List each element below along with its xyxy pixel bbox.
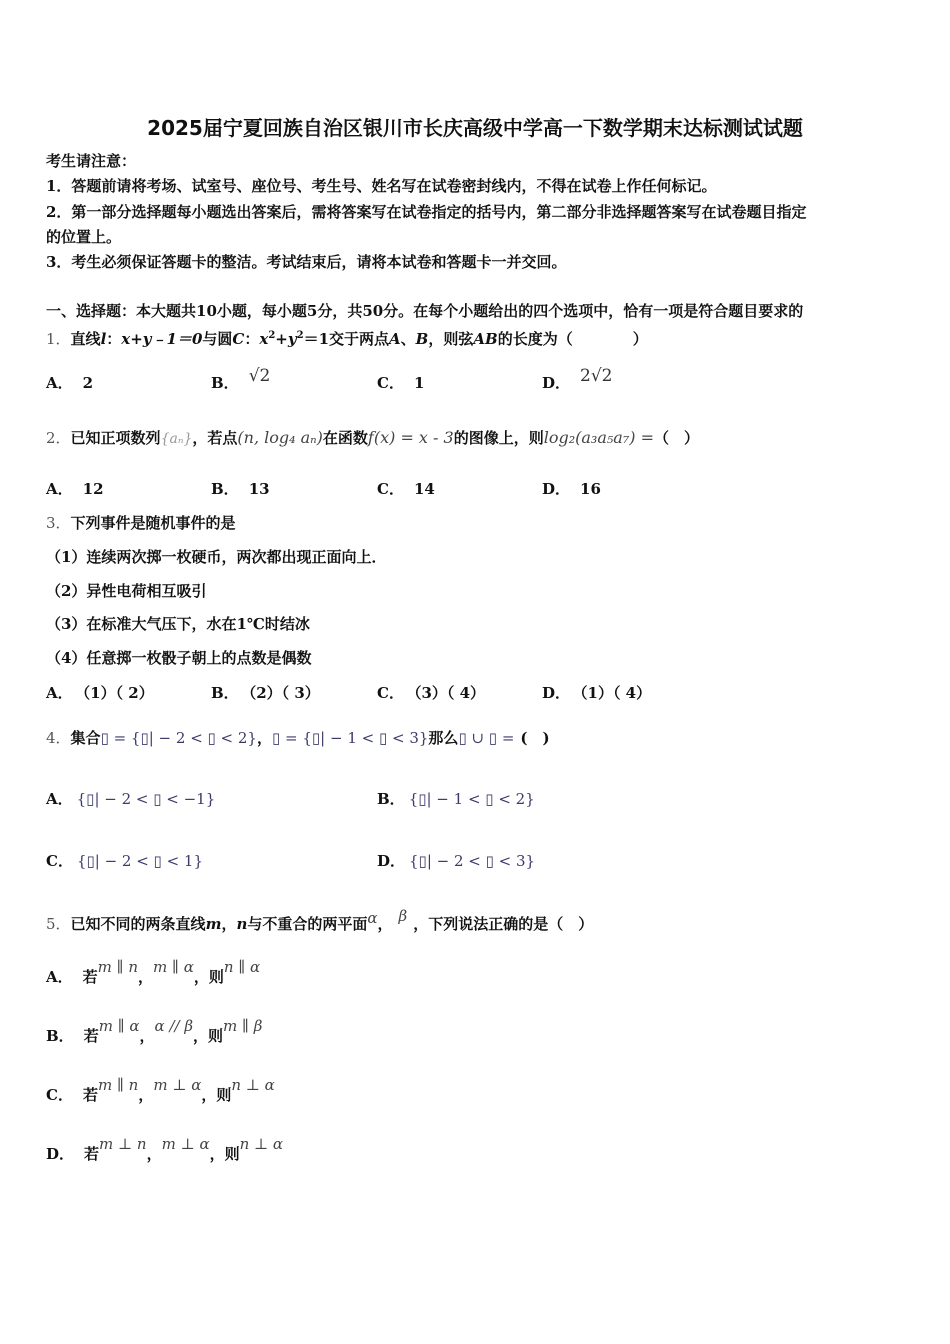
question-number: 1．	[46, 330, 71, 348]
option-d[interactable]: D． {▯| − 2 < ▯ < 3}	[377, 852, 536, 870]
sequence-expression: {aₙ}	[160, 431, 193, 447]
option-a[interactable]: A． 若m ∥ n，m ∥ α，则n ∥ α	[46, 958, 261, 986]
option-c[interactable]: C． （3）（ 4）	[377, 684, 486, 702]
notice-item: 的位置上。	[46, 228, 122, 246]
section-heading: 一、选择题：本大题共10小题，每小题5分，共50分。在每个小题给出的四个选项中，恰有一项是符合题目要求的	[46, 302, 804, 320]
option-b[interactable]: B． （2）（ 3）	[211, 684, 320, 702]
question-number: 3．	[46, 514, 71, 532]
question-number: 5．	[46, 915, 71, 933]
option-d[interactable]: D． 2√2	[542, 366, 613, 392]
set-a-expression: ▯ = {▯| − 2 < ▯ < 2}	[100, 729, 257, 747]
question-2: 2．已知正项数列{aₙ}，若点(n, log₄ aₙ)在函数f(x) = x - 3的图像上，则log₂(a₃a₅a₇) =（ ）	[46, 428, 699, 447]
log-expression: log₂(a₃a₅a₇) =	[543, 428, 654, 447]
sqrt-expression: √2	[248, 366, 271, 386]
option-a[interactable]: A． 2	[46, 374, 94, 392]
question-5: 5．已知不同的两条直线m，n与不重合的两平面α， β ，下列说法正确的是（ ）	[46, 907, 594, 933]
event-item: （3）在标准大气压下，水在1℃时结冰	[46, 615, 310, 633]
option-a[interactable]: A． {▯| − 2 < ▯ < −1}	[46, 790, 216, 808]
option-c[interactable]: C． 若m ∥ n，m ⊥ α，则n ⊥ α	[46, 1076, 275, 1104]
event-item: （2）异性电荷相互吸引	[46, 582, 207, 600]
event-item: （1）连续两次掷一枚硬币，两次都出现正面向上．	[46, 548, 387, 566]
question-3: 3．下列事件是随机事件的是	[46, 514, 236, 532]
option-c[interactable]: C． 14	[377, 480, 435, 498]
option-b[interactable]: B． √2	[211, 366, 271, 392]
option-d[interactable]: D． 若m ⊥ n，m ⊥ α，则n ⊥ α	[46, 1135, 284, 1163]
notice-item: 2．第一部分选择题每小题选出答案后，需将答案写在试卷指定的括号内，第二部分非选择题答案写在试卷题目指定	[46, 203, 807, 221]
option-b[interactable]: B． 若m ∥ α，α // β，则m ∥ β	[46, 1017, 263, 1045]
option-a[interactable]: A． 12	[46, 480, 104, 498]
point-expression: (n, log₄ aₙ)	[237, 428, 323, 447]
option-d[interactable]: D． 16	[542, 480, 601, 498]
notice-item: 1．答题前请将考场、试室号、座位号、考生号、姓名写在试卷密封线内，不得在试卷上作任何标记。	[46, 177, 717, 195]
page-title: 2025届宁夏回族自治区银川市长庆高级中学高一下数学期末达标测试试题	[147, 116, 803, 140]
option-d[interactable]: D． （1）（ 4）	[542, 684, 652, 702]
sqrt-expression: 2√2	[580, 366, 613, 386]
question-number: 4．	[46, 729, 71, 747]
option-c[interactable]: C． {▯| − 2 < ▯ < 1}	[46, 852, 204, 870]
option-b[interactable]: B． {▯| − 1 < ▯ < 2}	[377, 790, 535, 808]
option-a[interactable]: A． （1）（ 2）	[46, 684, 154, 702]
option-b[interactable]: B． 13	[211, 480, 270, 498]
question-number: 2．	[46, 429, 71, 447]
event-item: （4）任意掷一枚骰子朝上的点数是偶数	[46, 649, 312, 667]
function-expression: f(x) = x - 3	[367, 428, 454, 447]
question-1: 1．直线l：x+y﹣1＝0与圆C：$x^2+y^2=1$交于两点A、B，则弦AB的长度为（ ）	[46, 330, 648, 348]
union-expression: ▯ ∪ ▯ =	[458, 729, 515, 747]
notice-item: 3．考生必须保证答题卡的整洁。考试结束后，请将本试卷和答题卡一并交回。	[46, 253, 567, 271]
option-c[interactable]: C． 1	[377, 374, 425, 392]
notice-heading: 考生请注意：	[46, 152, 137, 170]
set-b-expression: ▯ = {▯| − 1 < ▯ < 3}	[272, 729, 429, 747]
question-4: 4．集合▯ = {▯| − 2 < ▯ < 2}，▯ = {▯| − 1 < ▯ < 3}那么▯ ∪ ▯ = ( )	[46, 729, 550, 747]
